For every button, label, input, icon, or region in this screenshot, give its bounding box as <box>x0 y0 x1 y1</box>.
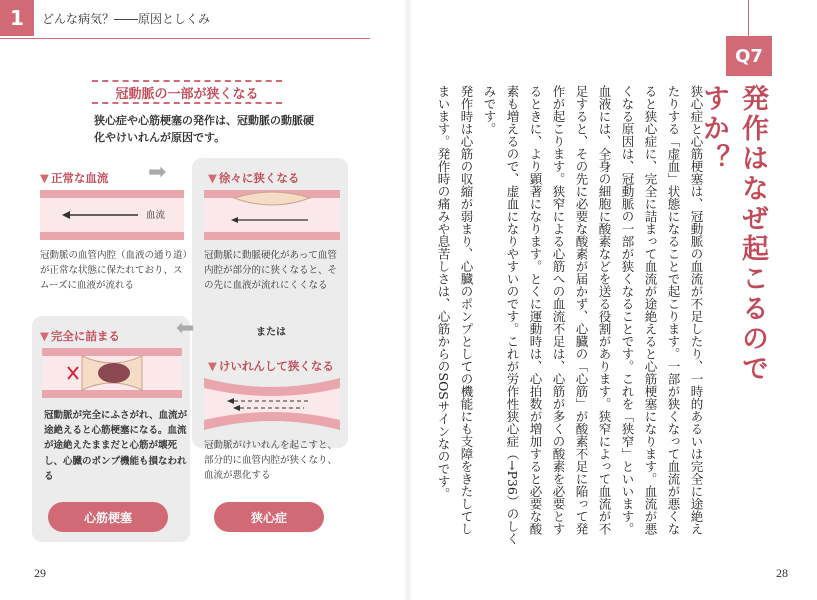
or-text: または <box>256 327 286 338</box>
triangle-icon: ▼ <box>40 329 49 343</box>
narrowing-vessel-illustration <box>204 190 340 240</box>
spasm-heading: ▼ けいれんして狭くなる <box>208 359 334 373</box>
triangle-icon: ▼ <box>208 359 217 373</box>
chapter-number: 1 <box>0 0 34 36</box>
triangle-icon: ▼ <box>40 171 49 185</box>
page-number-left: 29 <box>34 566 46 580</box>
body-text <box>436 85 708 545</box>
spasm-vessel-illustration <box>204 378 340 430</box>
spasm-caption: 冠動脈がけいれんを起こすと、部分的に血管内腔が狭くなり、血流が悪化する <box>204 440 338 482</box>
left-page <box>0 0 408 600</box>
figure-title-rule-bottom <box>92 102 282 104</box>
question-label: Q7 <box>726 36 772 76</box>
badge-myocardial-infarction: 心筋梗塞 <box>48 502 168 532</box>
narrowing-caption: 冠動脈に動脈硬化があって血管内腔が部分的に狭くなると、その先に血液が流れにくくなる <box>204 250 338 292</box>
blocked-vessel-illustration <box>42 348 182 398</box>
triangle-icon: ▼ <box>208 171 217 185</box>
figure-title-rule-top <box>92 80 282 82</box>
chapter-rule <box>0 38 370 39</box>
blocked-heading: ▼ 完全に詰まる <box>40 329 120 343</box>
chapter-title: どんな病気？――原因としくみ <box>42 12 211 26</box>
figure-lead: 狭心症や心筋梗塞の発作は、冠動脈の動脈硬化やけいれんが原因です。 <box>94 114 314 145</box>
normal-caption: 冠動脈の血管内腔（血液の通り道）が正常な状態に保たれており、スムーズに血液が流れる <box>40 250 188 292</box>
blocked-caption: 冠動脈が完全にふさがれ、血流が途絶えると心筋梗塞になる。血流が途絶えたままだと心筋が壊死し、心臓のポンプ機能も損なわれる <box>44 410 188 482</box>
page-number-right: 28 <box>776 566 788 580</box>
question-rule <box>748 0 749 36</box>
normal-vessel-label: 血流 <box>146 210 166 221</box>
body-paragraph: 狭心症と心筋梗塞は、冠動脈の血流が不足したり、一時的あるいは完全に途絶えたりする「虚血」状態になることで起こります。一部が狭くなって血流が悪くなると狭心症に、完全に詰まって血流が途絶えると心筋梗塞になります。血流が悪くなる原因は、冠動脈の一部が狭くなることです。これを「狭窄」といいます。 <box>620 85 704 535</box>
body-paragraph: 発作時は心筋の収縮が弱まり、心臓のポンプとしての機能にも支障をきたしてしまいます。発作時の痛みや息苦しさは、心筋からのSOSサインなのです。 <box>436 85 474 535</box>
arrow-right-icon: ➡ <box>148 160 167 185</box>
narrowing-heading: ▼ 徐々に狭くなる <box>208 171 300 185</box>
right-page <box>408 0 817 600</box>
normal-heading: ▼ 正常な血流 <box>40 171 109 185</box>
arrow-left-icon: ⬅ <box>176 316 195 341</box>
figure-title: 冠動脈の一部が狭くなる <box>115 87 259 102</box>
body-paragraph: 血液には、全身の細胞に酸素などを送る役割があります。狭窄によって血流が不足すると、その先に必要な酸素が届かず、心臓の「心筋」が酸素不足に陥って発作が起こります。狭窄による心筋への血流不足は、心筋が多くの酸素を必要とするときに、より顕著になります。とくに運動時は、心拍数が増加すると必要な酸素も増えるので、虚血になりやすいのです。これが労作性狭心症（→P36）のしくみです。 <box>482 85 612 545</box>
question-title: 発作はなぜ起こるのですか？ <box>698 84 768 384</box>
badge-angina: 狭心症 <box>214 502 324 532</box>
